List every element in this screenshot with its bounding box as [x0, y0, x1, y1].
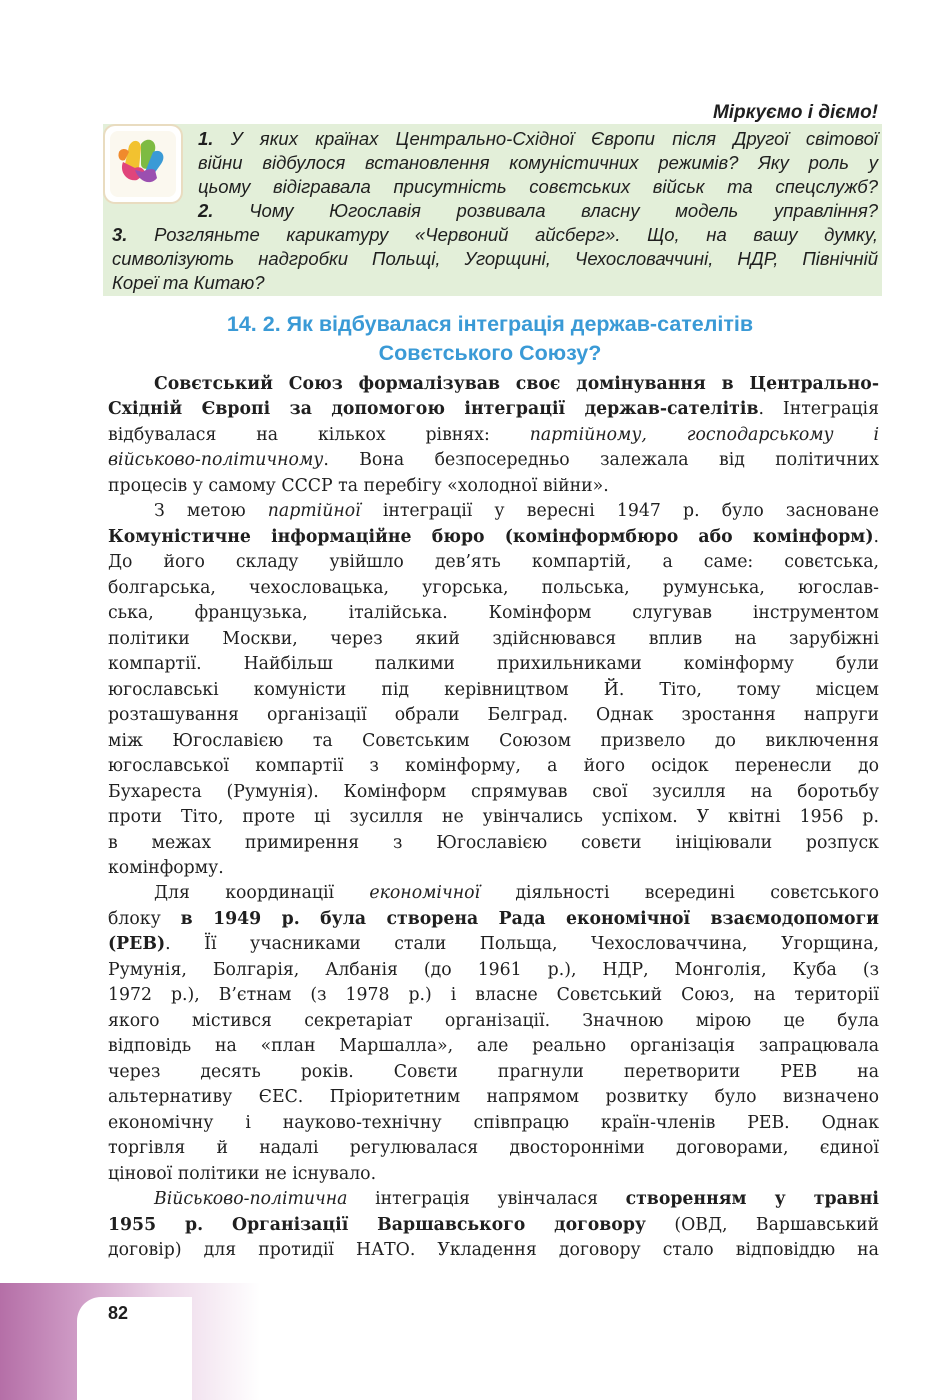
p1-text: . Інтеграція: [758, 399, 879, 419]
p2-line-9: розташування організації обрали Белград. Однак зростання напруги: [108, 705, 879, 725]
p2-line-4: болгарська, чехословацька, угорська, польська, румунська, югослав-: [108, 578, 879, 598]
page-number: 82: [108, 1303, 129, 1323]
p4-bold: створенням у травні: [625, 1189, 879, 1209]
p1-line-5: процесів у самому СССР та перебігу «холодної війни».: [108, 476, 609, 496]
p2-line-1: [108, 499, 879, 525]
question-1-line-1: [198, 127, 878, 151]
p2-line-10: між Югославією та Совєтським Союзом призвело до виключення: [108, 731, 879, 751]
question-2-line-1: [198, 199, 878, 223]
colorful-hands-icon: [105, 126, 181, 202]
p2-text: інтеграції у вересні 1947 р. було засноване: [360, 501, 879, 521]
p2-line-6: політики Москви, через який здійснювався вплив на зарубіжні: [108, 629, 879, 649]
question-2-text: Чому Югославія розвивала власну модель управління?: [249, 200, 879, 221]
p2-bold: Комуністичне інформаційне бюро (комінформбюро або комінформ): [108, 527, 874, 547]
p4-text: інтеграція увінчалася: [347, 1189, 626, 1209]
p3-line-2: [108, 907, 879, 933]
p3-line-12: цінової політики не існувало.: [108, 1164, 377, 1184]
p2-text: З метою: [154, 501, 268, 521]
question-1-text: У яких країнах Центрально-Східної Європи після Другої світової: [230, 128, 879, 149]
p4-line-3: договір) для протидії НАТО. Укладення договору стало відповіддю на: [108, 1240, 879, 1260]
p3-line-9: альтернативу ЄЕС. Пріоритетним напрямом розвитку було визначено: [108, 1087, 879, 1107]
p4-italic: Військово-політична: [154, 1189, 348, 1209]
p1-line-2: [108, 397, 879, 423]
question-3-line-3: Кореї та Китаю?: [112, 272, 265, 293]
p2-line-7: компартії. Найбільш палкими прихильниками комінформу були: [108, 654, 879, 674]
think-and-act-header: Міркуємо і діємо!: [712, 102, 878, 123]
p3-bold: (РЕВ): [108, 934, 166, 954]
p4-text: (ОВД, Варшавський: [645, 1215, 879, 1235]
p2-line-12: Бухареста (Румунія). Комінформ спрямував свої зусилля на боротьбу: [108, 782, 879, 802]
p1-text: відбувалася на кількох рівнях:: [108, 425, 530, 445]
question-3-line-2: символізують надгробки Польщі, Угорщині, Чехословаччині, НДР, Північній: [112, 248, 878, 269]
question-3-text: Розгляньте карикатуру «Червоний айсберг». Що, на вашу думку,: [154, 224, 879, 245]
page-number-tab: [77, 1297, 192, 1400]
p3-text: діяльності всередині совєтського: [480, 883, 880, 903]
p4-line-1: [108, 1187, 879, 1213]
p4-bold: 1955 р. Організації Варшавського договору: [108, 1215, 646, 1235]
p4-line-2: [108, 1213, 879, 1239]
p2-line-15: комінформу.: [108, 858, 224, 878]
question-2-number: 2.: [198, 200, 214, 221]
p1-bold-lead: Совєтський Союз формалізував своє домінування в Центрально-: [154, 374, 879, 394]
p3-line-10: економічну і науково-технічну співпрацю країн-членів РЕВ. Однак: [108, 1113, 879, 1133]
p2-line-2: [108, 525, 879, 551]
p2-text: .: [873, 527, 879, 547]
p3-line-8: через десять років. Совєти прагнули перетворити РЕВ на: [108, 1062, 879, 1082]
p2-line-11: югославської компартії з комінформу, а його осідок перенесли до: [108, 756, 879, 776]
p1-text: . Вона безпосередньо залежала від політичних: [323, 450, 879, 470]
p3-line-1: [108, 881, 879, 907]
p3-italic: економічної: [369, 883, 481, 903]
section-title-line-2: Совєтського Союзу?: [378, 341, 602, 365]
p2-line-14: в межах примирення з Югославією совєти ініціювали розпуск: [108, 833, 879, 853]
question-3-line-1: [112, 223, 878, 247]
p2-line-3: До його складу увійшло дев’ять компартій, а саме: совєтська,: [108, 552, 879, 572]
p1-italic: військово-політичному: [108, 450, 324, 470]
p1-bold-continuation: Східній Європі за допомогою інтеграції держав-сателітів: [108, 399, 759, 419]
p3-line-6: якого містився секретаріат організації. Значною мірою це була: [108, 1011, 879, 1031]
p2-line-13: проти Тіто, проте ці зусилля не увінчались успіхом. У квітні 1956 р.: [108, 807, 879, 827]
p3-text: . Її учасниками стали Польща, Чехословаччина, Угорщина,: [165, 934, 879, 954]
p1-line-1: [108, 372, 879, 398]
question-3-number: 3.: [112, 224, 128, 245]
question-1-line-3: цьому відігравала присутність совєтських військ та спецслужб?: [198, 176, 878, 197]
p2-line-8: югославські комуністи під керівництвом Й. Тіто, тому місцем: [108, 680, 879, 700]
p3-line-7: відповідь на «план Маршалла», але реально організація запрацювала: [108, 1036, 879, 1056]
section-title-line-1: 14. 2. Як відбувалася інтеграція держав-сателітів: [226, 312, 754, 336]
p3-line-11: торгівля й надалі регулювалася двосторонніми договорами, єдиної: [108, 1138, 879, 1158]
p3-text: блоку: [108, 909, 181, 929]
p3-text: Для координації: [154, 883, 370, 903]
p1-line-4: [108, 448, 879, 474]
p1-line-3: [108, 423, 879, 449]
question-1-line-2: війни відбулося встановлення комуністичних режимів? Яку роль у: [198, 152, 878, 173]
p3-line-3: [108, 932, 879, 958]
p2-italic: партійної: [267, 501, 361, 521]
question-1-number: 1.: [198, 128, 214, 149]
p2-line-5: ська, французька, італійська. Комінформ слугував інструментом: [108, 603, 879, 623]
p3-line-5: 1972 р.), В’єтнам (з 1978 р.) і власне Совєтський Союз, на території: [108, 985, 879, 1005]
p3-line-4: Румунія, Болгарія, Албанія (до 1961 р.), НДР, Монголія, Куба (з: [108, 960, 879, 980]
p3-bold: в 1949 р. була створена Рада економічної взаємодопомоги: [180, 909, 879, 929]
p1-italic: партійному, господарському і: [529, 425, 879, 445]
